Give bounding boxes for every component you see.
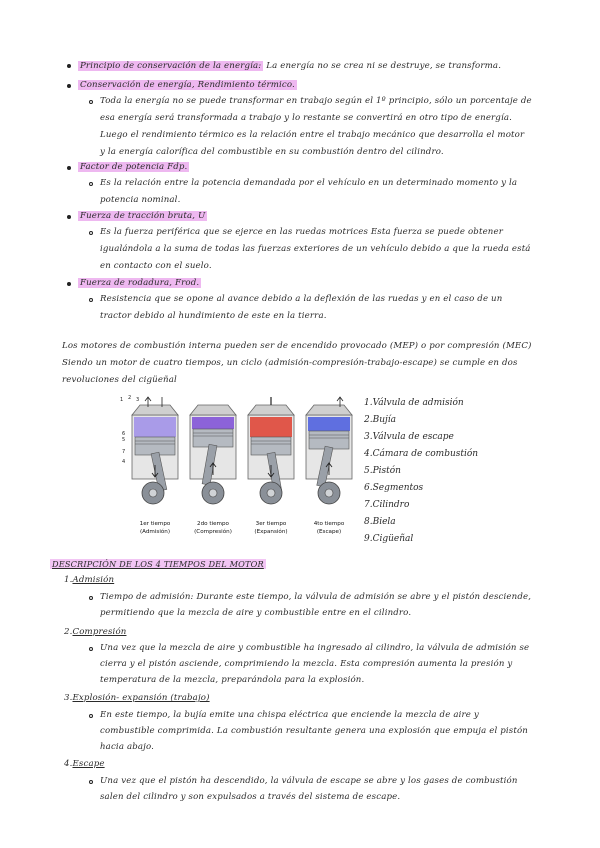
principle-item — [78, 58, 501, 74]
principle-text: La energía no se crea ni se destruye, se transforma. — [263, 61, 502, 71]
step-number: 2. — [64, 627, 73, 637]
sub-bullet — [89, 647, 93, 651]
part-item: 5.Pistón — [364, 466, 401, 476]
power-factor-line: potencia nominal. — [100, 195, 181, 205]
traction-line: igualándola a la suma de todas las fuerzas exteriores de un vehículo debido a que la rueda está — [100, 244, 531, 254]
caption-stroke-4-sub: (Escape) — [316, 529, 342, 535]
bullet-dot — [67, 282, 71, 286]
step-number: 4. — [64, 759, 73, 769]
part-item: 2.Bujía — [364, 415, 397, 425]
paragraph-line: Los motores de combustión interna pueden ser de encendido provocado (MEP) o por compresión (MEC) — [62, 341, 532, 351]
part-item: 8.Biela — [364, 517, 396, 527]
diagram-number: 6 — [122, 431, 126, 437]
cylinder-expansion — [248, 397, 294, 504]
part-item: 6.Segmentos — [364, 483, 424, 493]
bullet-dot — [67, 215, 71, 219]
step-heading — [64, 572, 114, 588]
cylinder-compression — [190, 405, 236, 504]
sub-bullet — [89, 780, 93, 784]
conservation-term: Conservación de energía, Rendimiento térmico. — [80, 80, 295, 90]
step-number: 3. — [64, 693, 73, 703]
diagram-number: 4 — [122, 459, 126, 465]
diagram-number: 3 — [136, 397, 140, 403]
power-factor-item — [78, 159, 189, 175]
step-heading — [64, 624, 126, 640]
paragraph-line: Siendo un motor de cuatro tiempos, un ciclo (admisión-compresión-trabajo-escape) se cumple en dos — [62, 358, 518, 368]
step-line: combustible comprimida. La combustión resultante genera una explosión que empuja el pistón — [100, 726, 528, 736]
power-factor-line: Es la relación entre la potencia demandada por el vehículo en un determinado momento y la — [100, 178, 518, 188]
step-number: 1. — [64, 575, 73, 585]
conservation-line: Toda la energía no se puede transformar en trabajo según el 1º principio, sólo un porcentaje de — [100, 96, 532, 106]
part-item: 3.Válvula de escape — [364, 432, 454, 442]
step-line: hacia abajo. — [100, 742, 155, 752]
conservation-line: Luego el rendimiento térmico es la relación entre el trabajo mecánico que desarrolla el motor — [100, 130, 525, 140]
step-line: salen del cilindro y son expulsados a través del sistema de escape. — [100, 792, 401, 802]
step-title: Admisión — [72, 575, 115, 585]
traction-item — [78, 208, 207, 224]
diagram-number: 7 — [122, 449, 126, 455]
traction-line: Es la fuerza periférica que se ejerce en las ruedas motrices Esta fuerza se puede obtener — [100, 227, 503, 237]
caption-stroke-3: 3er tiempo — [255, 521, 287, 527]
step-heading — [64, 756, 105, 772]
caption-stroke-4: 4to tiempo — [313, 521, 345, 527]
rolling-item — [78, 275, 201, 291]
rolling-term: Fuerza de rodadura, Frod. — [80, 278, 200, 288]
sub-bullet — [89, 596, 93, 600]
conservation-line: y la energía calorífica del combustible en su combustión dentro del cilindro. — [100, 147, 444, 157]
step-line: temperatura de la mezcla, preparándola para la explosión. — [100, 675, 365, 685]
bullet-dot — [67, 84, 71, 88]
conservation-item — [78, 77, 297, 93]
sub-bullet — [89, 714, 93, 718]
step-line: permitiendo que la mezcla de aire y combustible entre en el cilindro. — [100, 608, 412, 618]
step-line: Una vez que el pistón ha descendido, la válvula de escape se abre y los gases de combustión — [100, 776, 518, 786]
bullet-dot — [67, 64, 71, 68]
part-item: 9.Cigüeñal — [364, 534, 414, 544]
step-line: Una vez que la mezcla de aire y combustible ha ingresado al cilindro, la válvula de admisión se — [100, 643, 530, 653]
principle-term: Principio de conservación de la energía: — [80, 61, 262, 71]
section-title — [50, 556, 266, 572]
cylinder-admission — [132, 397, 178, 504]
sub-bullet — [89, 100, 93, 104]
step-line: Tiempo de admisión: Durante este tiempo, la válvula de admisión se abre y el pistón desciende, — [100, 592, 532, 602]
sub-bullet — [89, 298, 93, 302]
step-title: Explosión- expansión (trabajo) — [72, 693, 210, 703]
caption-stroke-3-sub: (Expansión) — [254, 529, 288, 535]
caption-stroke-2: 2do tiempo — [197, 521, 229, 527]
part-item: 7.Cilindro — [364, 500, 410, 510]
four-stroke-engine-diagram — [118, 393, 354, 543]
rolling-line: Resistencia que se opone al avance debido a la deflexión de las ruedas y en el caso de un — [100, 294, 503, 304]
rolling-line: tractor debido al hundimiento de este en la tierra. — [100, 311, 327, 321]
conservation-line: esa energía será transformada a trabajo y lo restante se convertirá en otro tipo de energía. — [100, 113, 513, 123]
traction-term: Fuerza de tracción bruta, U — [80, 211, 206, 221]
paragraph-line: revoluciones del cigüeñal — [62, 375, 177, 385]
caption-stroke-1-sub: (Admisión) — [139, 529, 171, 535]
caption-stroke-2-sub: (Compresión) — [194, 529, 232, 535]
caption-stroke-1: 1er tiempo — [139, 521, 171, 527]
bullet-dot — [67, 166, 71, 170]
step-line: cierra y el pistón asciende, comprimiendo la mezcla. Esta compresión aumenta la presión y — [100, 659, 513, 669]
sub-bullet — [89, 231, 93, 235]
diagram-number: 5 — [122, 437, 126, 443]
step-line: En este tiempo, la bujía emite una chispa eléctrica que enciende la mezcla de aire y — [100, 710, 479, 720]
diagram-number: 2 — [128, 395, 132, 401]
section-title-text: DESCRIPCIÓN DE LOS 4 TIEMPOS DEL MOTOR — [52, 559, 264, 569]
part-item: 1.Válvula de admisión — [364, 398, 464, 408]
step-heading — [64, 690, 210, 706]
traction-line: en contacto con el suelo. — [100, 261, 212, 271]
cylinder-exhaust — [306, 397, 352, 504]
step-title: Escape — [72, 759, 105, 769]
sub-bullet — [89, 182, 93, 186]
power-factor-term: Factor de potencia Fdp. — [80, 162, 188, 172]
diagram-number: 1 — [120, 397, 124, 403]
part-item: 4.Cámara de combustión — [364, 449, 479, 459]
step-title: Compresión — [72, 627, 127, 637]
